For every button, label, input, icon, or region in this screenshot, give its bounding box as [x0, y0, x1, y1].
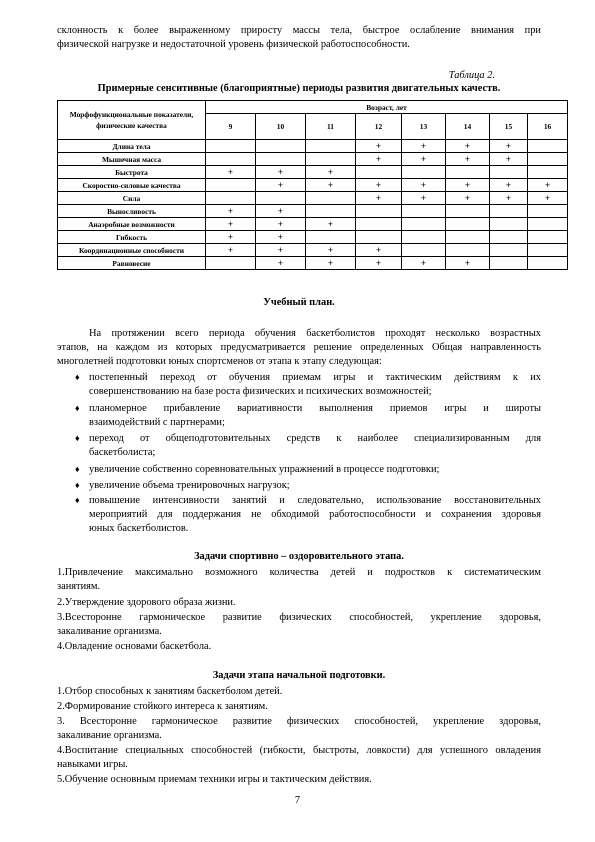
period-mark-cell: + [446, 257, 490, 270]
bullet-icon: ♦ [75, 480, 80, 490]
bullet-line: постепенный переход от обучения приемам игры и тактическим действиям к их [89, 372, 541, 383]
period-mark-cell [306, 205, 356, 218]
plan-paragraph-line: этапов, на каждом из которых предусматривается решение определенных Общая направленность [57, 342, 541, 353]
sport-task-line: 4.Овладение основами баскетбола. [57, 641, 212, 652]
period-mark-cell: + [446, 192, 490, 205]
sport-task-line: 2.Утверждение здорового образа жизни. [57, 597, 236, 608]
bullet-line: повышение интенсивности занятий и следовательно, использование восстановительных [89, 495, 541, 506]
table-row [58, 244, 568, 257]
period-mark-cell [490, 218, 528, 231]
period-mark-cell [446, 244, 490, 257]
period-mark-cell [356, 205, 402, 218]
bullet-line: юных баскетболистов. [89, 523, 189, 534]
period-mark-cell [446, 231, 490, 244]
period-mark-cell [528, 218, 568, 231]
period-mark-cell: + [206, 244, 256, 257]
plan-paragraph-line: многолетней подготовки юных спортсменов от этапа к этапу следующая: [57, 356, 382, 367]
period-mark-cell: + [256, 244, 306, 257]
period-mark-cell: + [402, 192, 446, 205]
initial-task-line: закаливание организма. [57, 730, 162, 741]
bullet-line: совершенствованию на базе роста физических и психических возможностей; [89, 386, 432, 397]
period-mark-cell: + [490, 192, 528, 205]
period-mark-cell [528, 166, 568, 179]
initial-task-line: 3. Всесторонне гармоническое развитие физических способностей, укрепление здоровья, [57, 716, 541, 727]
period-mark-cell [402, 166, 446, 179]
period-mark-cell: + [528, 179, 568, 192]
period-mark-cell: + [356, 192, 402, 205]
period-mark-cell [528, 153, 568, 166]
bullet-icon: ♦ [75, 495, 80, 505]
bullet-icon: ♦ [75, 433, 80, 443]
period-mark-cell [402, 218, 446, 231]
age-header-cell: 12 [356, 114, 402, 140]
period-mark-cell [402, 231, 446, 244]
row-label: Быстрота [58, 166, 206, 179]
row-label: Скоростно-силовые качества [58, 179, 206, 192]
period-mark-cell [402, 205, 446, 218]
period-mark-cell [446, 166, 490, 179]
period-mark-cell [206, 179, 256, 192]
sport-task-line: 3.Всесторонне гармоническое развитие физических способностей, укрепление здоровья, [57, 612, 541, 623]
period-mark-cell [356, 218, 402, 231]
intro-line: физической нагрузке и недостаточной уровень физической работоспособности. [57, 39, 410, 50]
row-label: Гибкость [58, 231, 206, 244]
period-mark-cell [306, 153, 356, 166]
table-title: Примерные сенситивные (благоприятные) периоды развития двигательных качеств. [97, 83, 501, 94]
period-mark-cell [206, 140, 256, 153]
age-header-cell: 13 [402, 114, 446, 140]
period-mark-cell: + [256, 231, 306, 244]
page-number: 7 [294, 795, 301, 806]
period-mark-cell [528, 231, 568, 244]
period-mark-cell: + [446, 179, 490, 192]
period-mark-cell: + [206, 218, 256, 231]
sport-task-line: занятиям. [57, 581, 101, 592]
bullet-line: мероприятий для поддержания не обходимой работоспособности и сохранения здоровья [89, 509, 541, 520]
header-morph: Морфофункциональные показатели, физические качества [58, 101, 206, 140]
bullet-line: планомерное прибавление вариативности выполнения приемов игры и широты [89, 403, 541, 414]
period-mark-cell [528, 244, 568, 257]
period-mark-cell: + [402, 257, 446, 270]
row-label: Выносливость [58, 205, 206, 218]
age-header-cell: 9 [206, 114, 256, 140]
period-mark-cell: + [256, 205, 306, 218]
period-mark-cell [206, 192, 256, 205]
bullet-icon: ♦ [75, 372, 80, 382]
period-mark-cell: + [306, 244, 356, 257]
age-header-cell: 15 [490, 114, 528, 140]
period-mark-cell [256, 140, 306, 153]
header-age: Возраст, лет [206, 101, 568, 114]
period-mark-cell: + [356, 140, 402, 153]
period-mark-cell: + [446, 140, 490, 153]
bullet-line: увеличение собственно соревновательных упражнений в процессе подготовки; [89, 464, 440, 475]
initial-task-line: 5.Обучение основным приемам техники игры и тактическим действия. [57, 774, 372, 785]
period-mark-cell: + [446, 153, 490, 166]
table-row [58, 179, 568, 192]
age-header-cell: 14 [446, 114, 490, 140]
table-row [58, 192, 568, 205]
period-mark-cell [446, 205, 490, 218]
row-label: Координационные способности [58, 244, 206, 257]
period-mark-cell: + [528, 192, 568, 205]
period-mark-cell: + [402, 140, 446, 153]
period-mark-cell: + [306, 179, 356, 192]
row-label: Сила [58, 192, 206, 205]
period-mark-cell: + [306, 166, 356, 179]
table-caption: Таблица 2. [448, 70, 495, 81]
period-mark-cell [356, 166, 402, 179]
period-mark-cell: + [306, 218, 356, 231]
period-mark-cell [490, 231, 528, 244]
bullet-line: баскетболиста; [89, 447, 156, 458]
period-mark-cell [306, 192, 356, 205]
sport-task-line: 1.Привлечение максимально возможного количества детей и подростков к систематическим [57, 567, 541, 578]
row-label: Равновесие [58, 257, 206, 270]
period-mark-cell: + [206, 166, 256, 179]
sensitive-periods-table [57, 100, 568, 270]
sport-task-line: закаливание организма. [57, 626, 162, 637]
period-mark-cell [490, 166, 528, 179]
period-mark-cell: + [356, 153, 402, 166]
period-mark-cell: + [490, 153, 528, 166]
period-mark-cell [446, 218, 490, 231]
sport-stage-heading: Задачи спортивно – оздоровительного этапа. [194, 551, 404, 562]
table-row [58, 153, 568, 166]
period-mark-cell [306, 231, 356, 244]
period-mark-cell [402, 244, 446, 257]
period-mark-cell [528, 257, 568, 270]
period-mark-cell: + [256, 166, 306, 179]
period-mark-cell: + [490, 140, 528, 153]
period-mark-cell: + [206, 205, 256, 218]
bullet-line: взаимодействий с партнерами; [89, 417, 225, 428]
period-mark-cell: + [256, 179, 306, 192]
period-mark-cell: + [356, 244, 402, 257]
period-mark-cell [490, 205, 528, 218]
table-row [58, 205, 568, 218]
period-mark-cell [490, 257, 528, 270]
bullet-icon: ♦ [75, 464, 80, 474]
period-mark-cell: + [356, 179, 402, 192]
bullet-icon: ♦ [75, 403, 80, 413]
period-mark-cell [256, 153, 306, 166]
intro-line: склонность к более выраженному приросту массы тела, быстрое ослабление внимания при [57, 25, 541, 36]
row-label: Длина тела [58, 140, 206, 153]
age-header-cell: 11 [306, 114, 356, 140]
initial-task-line: навыками игры. [57, 759, 128, 770]
age-header-cell: 10 [256, 114, 306, 140]
period-mark-cell [356, 231, 402, 244]
table-row [58, 140, 568, 153]
age-header-cell: 16 [528, 114, 568, 140]
bullet-line: переход от общеподготовительных средств к наиболее специализированным для [89, 433, 541, 444]
table-row [58, 257, 568, 270]
period-mark-cell: + [256, 257, 306, 270]
period-mark-cell: + [356, 257, 402, 270]
initial-task-line: 1.Отбор способных к занятиям баскетболом детей. [57, 686, 283, 697]
period-mark-cell [528, 140, 568, 153]
period-mark-cell [206, 153, 256, 166]
bullet-line: увеличение объема тренировочных нагрузок; [89, 480, 290, 491]
table-row [58, 231, 568, 244]
table-row [58, 218, 568, 231]
row-label: Мышечная масса [58, 153, 206, 166]
period-mark-cell: + [306, 257, 356, 270]
period-mark-cell [528, 205, 568, 218]
period-mark-cell: + [402, 179, 446, 192]
period-mark-cell [256, 192, 306, 205]
initial-task-line: 2.Формирование стойкого интереса к занятиям. [57, 701, 268, 712]
period-mark-cell: + [206, 231, 256, 244]
period-mark-cell [490, 244, 528, 257]
period-mark-cell [206, 257, 256, 270]
plan-paragraph-line: На протяжении всего периода обучения баскетболистов проходят несколько возрастных [89, 328, 541, 339]
period-mark-cell: + [402, 153, 446, 166]
period-mark-cell [306, 140, 356, 153]
initial-task-line: 4.Воспитание специальных способностей (гибкости, быстроты, ловкости) для успешного овладения [57, 745, 541, 756]
plan-heading: Учебный план. [263, 297, 335, 308]
period-mark-cell: + [490, 179, 528, 192]
initial-stage-heading: Задачи этапа начальной подготовки. [212, 670, 386, 681]
period-mark-cell: + [256, 218, 306, 231]
row-label: Анаэробные возможности [58, 218, 206, 231]
table-row [58, 166, 568, 179]
